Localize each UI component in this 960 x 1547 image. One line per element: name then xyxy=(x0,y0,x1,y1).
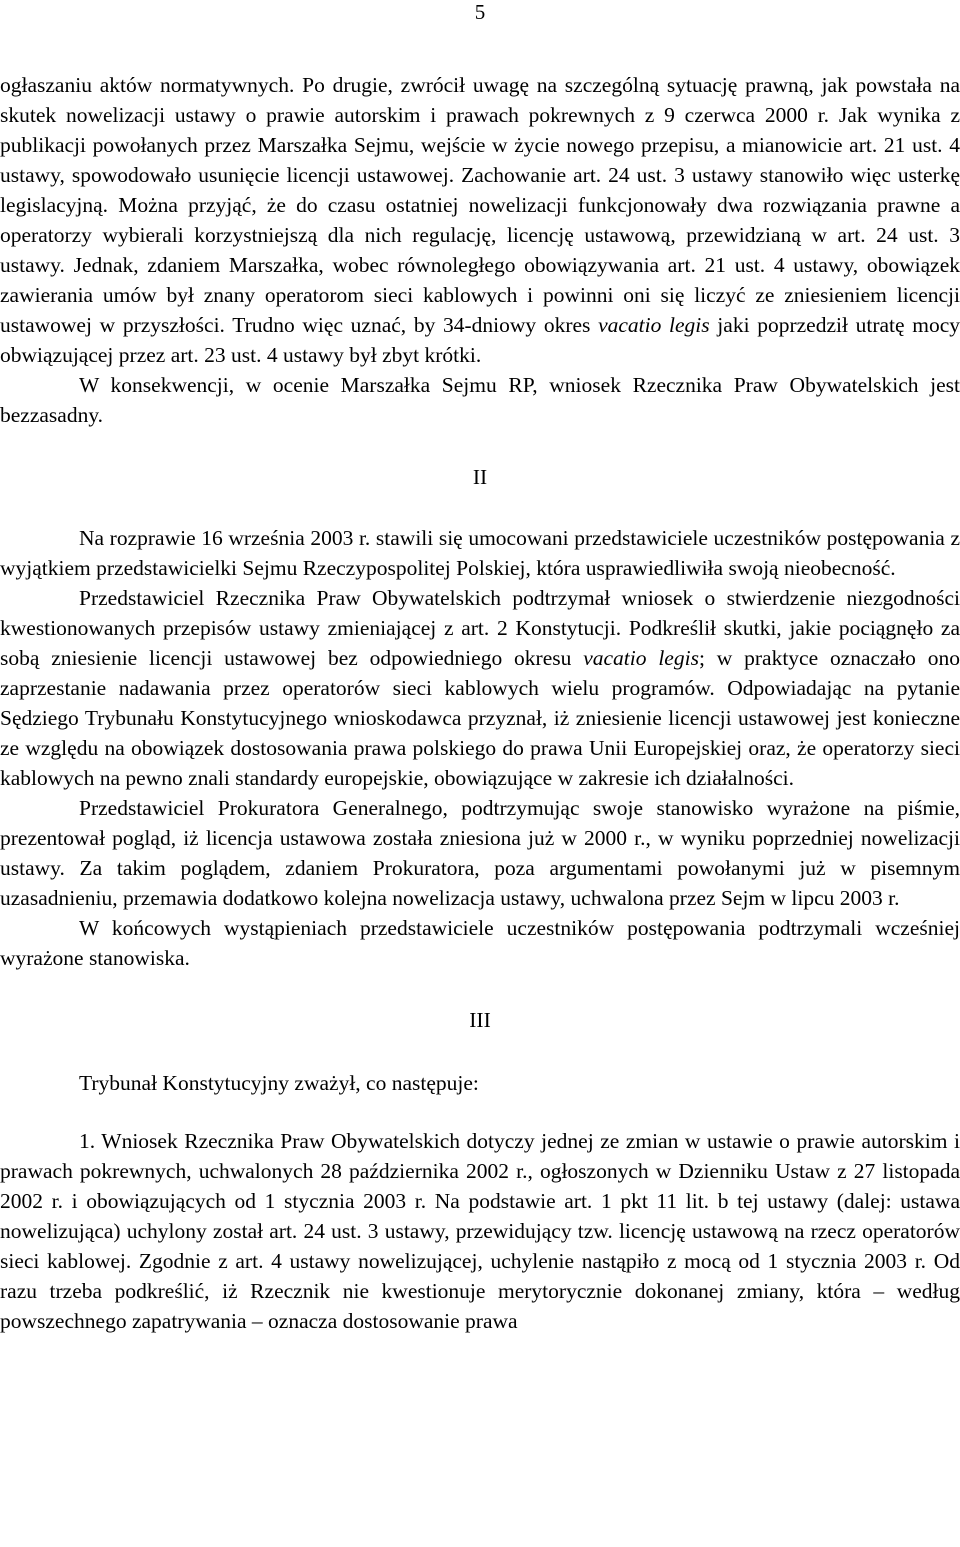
paragraph-marshal-conclusion: W konsekwencji, w ocenie Marszałka Sejmu RP, wniosek Rzecznika Praw Obywatelskich jest bezzasadny. xyxy=(0,373,960,427)
paragraph-point-1: 1. Wniosek Rzecznika Praw Obywatelskich dotyczy jednej ze zmian w ustawie o prawie autorskim i prawach pokrewnych, uchwalonych 28 października 2002 r., ogłoszonych w Dzienniku Ustaw z 27 listopada 2002 r. i obowiązujących od 1 stycznia 2003 r. Na podstawie art. 1 pkt 11 lit. b tej ustawy (dalej: ustawa nowelizująca) uchylony został art. 24 ust. 3 ustawy, przewidujący tzw. licencję ustawową na rzecz operatorów sieci kablowej. Zgodnie z art. 4 ustawy nowelizującej, uchylenie nastąpiło z mocą od 1 stycznia 2003 r. Od razu trzeba podkreślić, iż Rzecznik nie kwestionuje merytorycznie dokonanej zmiany, która – według powszechnego zapatrywania – oznacza dostosowanie prawa xyxy=(0,1129,960,1333)
page-number: 5 xyxy=(474,0,486,24)
document-body xyxy=(0,70,960,1336)
section-heading-ii: II xyxy=(472,465,488,489)
paragraph-prosecutor-representative: Przedstawiciel Prokuratora Generalnego, podtrzymując swoje stanowisko wyrażone na piśmie, prezentował pogląd, iż licencja ustawowa została zniesiona już w 2000 r., w wyniku poprzedniej nowelizacji ustawy. Za takim poglądem, zdaniem Prokuratora, poza argumentami powołanymi już w pisemnym uzasadnieniu, przemawia dodatkowo kolejna nowelizacja ustawy, uchwalona przez Sejm w lipcu 2003 r. xyxy=(0,796,960,910)
paragraph-text: jaki poprzedził utratę mocy obwiązującej przez art. 23 ust. 4 ustawy był zbyt krótki. xyxy=(0,313,960,367)
italic-term: vacatio legis xyxy=(598,313,710,337)
paragraph-hearing: Na rozprawie 16 września 2003 r. stawili się umocowani przedstawiciele uczestników postępowania z wyjątkiem przedstawicielki Sejmu Rzeczypospolitej Polskiej, która usprawiedliwiła swoją nieobecność. xyxy=(0,526,960,580)
paragraph-tribunal-intro: Trybunał Konstytucyjny zważył, co następuje: xyxy=(79,1071,479,1095)
paragraph-text: ogłaszaniu aktów normatywnych. Po drugie, zwrócił uwagę na szczególną sytuację prawną, jak powstała na skutek nowelizacji ustawy o prawie autorskim i prawach pokrewnych z 9 czerwca 2000 r. Jak wynika z publikacji powołanych przez Marszałka Sejmu, wejście w życie nowego przepisu, a mianowicie art. 21 ust. 4 ustawy, spowodowało usunięcie licencji ustawowej. Zachowanie art. 24 ust. 3 ustawy stanowiło więc usterkę legislacyjną. Można przyjąć, że do czasu ostatniej nowelizacji funkcjonowały dwa rozwiązania prawne a operatorzy wybierali korzystniejszą dla nich regulację, licencję ustawową, przewidzianą w art. 24 ust. 3 ustawy. Jednak, zdaniem Marszałka, wobec równoległego obowiązywania art. 21 ust. 4 ustawy, obowiązek zawierania umów był znany operatorom sieci kablowych i powinni oni się liczyć ze zniesieniem licencji ustawowej w przyszłości. Trudno więc uznać, by 34-dniowy okres xyxy=(0,73,960,337)
paragraph-ombudsman-representative xyxy=(0,583,960,793)
section-heading-iii: III xyxy=(469,1008,491,1032)
paragraph-text: Przedstawiciel Rzecznika Praw Obywatelskich podtrzymał wniosek o stwierdzenie niezgodności kwestionowanych przepisów ustawy zmieniającej z art. 2 Konstytucji. Podkreślił skutki, jakie pociągnęło za sobą zniesienie licencji ustawowej bez odpowiedniego okresu xyxy=(0,586,960,670)
paragraph-marshal-argument xyxy=(0,70,960,370)
paragraph-final-statements: W końcowych wystąpieniach przedstawiciele uczestników postępowania podtrzymali wcześniej wyrażone stanowiska. xyxy=(0,916,960,970)
italic-term: vacatio legis xyxy=(583,646,699,670)
paragraph-text: ; w praktyce oznaczało ono zaprzestanie nadawania przez operatorów sieci kablowych wielu programów. Odpowiadając na pytanie Sędziego Trybunału Konstytucyjnego wnioskodawca przyznał, iż zniesienie licencji ustawowej jest konieczne ze względu na obowiązek dostosowania prawa polskiego do prawa Unii Europejskiej oraz, że operatorzy sieci kablowych na pewno znali standardy europejskie, obowiązujące w zakresie ich działalności. xyxy=(0,646,960,790)
